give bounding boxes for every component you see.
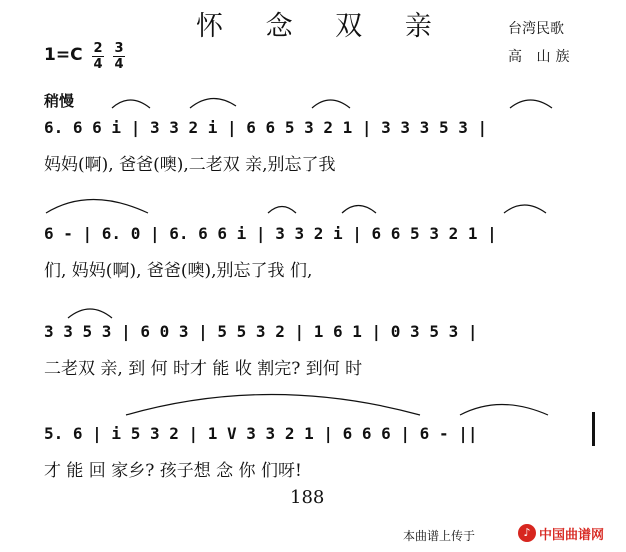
- slur-mark: [46, 200, 148, 214]
- upload-note: 本曲谱上传于: [403, 529, 476, 543]
- logo-icon: ♪: [518, 524, 536, 542]
- song-origin: 台湾民歌: [508, 21, 564, 37]
- slur-mark: [268, 207, 296, 214]
- slur-mark: [504, 205, 546, 213]
- page-number: 188: [290, 487, 325, 508]
- slur-mark: [312, 100, 350, 108]
- time-signature-numerator: 3: [114, 41, 124, 56]
- slur-mark: [68, 309, 112, 318]
- time-signature-numerator: 2: [93, 41, 103, 56]
- system-3-notes: 3 3 5 3 | 6 0 3 | 5 5 3 2 | 1 6 1 | 0 3 5 3 |: [44, 322, 478, 341]
- time-signature-denominator: 4: [114, 57, 124, 72]
- slur-mark: [342, 206, 376, 214]
- time-signature-denominator: 4: [93, 57, 103, 72]
- final-barline: [592, 412, 595, 446]
- system-4-lyrics: 才 能 回 家乡? 孩子想 念 你 们呀!: [44, 461, 302, 481]
- slur-mark: [510, 100, 552, 108]
- system-1-notes: 6. 6 6 i | 3 3 2 i | 6 6 5 3 2 1 | 3 3 3 5 3 |: [44, 118, 488, 137]
- tempo-marking: 稍慢: [44, 92, 75, 110]
- slur-mark: [460, 405, 548, 416]
- system-2-lyrics: 们, 妈妈(啊), 爸爸(噢),别忘了我 们,: [44, 261, 313, 281]
- song-ethnic-group: 高 山族: [508, 49, 575, 65]
- system-2-notes: 6 - | 6. 0 | 6. 6 6 i | 3 3 2 i | 6 6 5 3 2 1 |: [44, 224, 497, 243]
- system-1-lyrics: 妈妈(啊), 爸爸(噢),二老双 亲,别忘了我: [44, 155, 336, 175]
- key-signature: 1=C: [44, 45, 83, 65]
- site-logo[interactable]: [518, 523, 604, 543]
- slur-mark: [190, 98, 236, 108]
- slur-mark: [112, 100, 150, 108]
- site-logo-text: 中国曲谱网: [539, 527, 605, 543]
- system-4-notes: 5. 6 | i 5 3 2 | 1 V 3 3 2 1 | 6 6 6 | 6 - ||: [44, 424, 478, 443]
- song-title: 怀 念 双 亲: [196, 11, 449, 42]
- slur-mark: [126, 395, 420, 416]
- system-3-lyrics: 二老双 亲, 到 何 时才 能 收 割完? 到何 时: [44, 359, 363, 379]
